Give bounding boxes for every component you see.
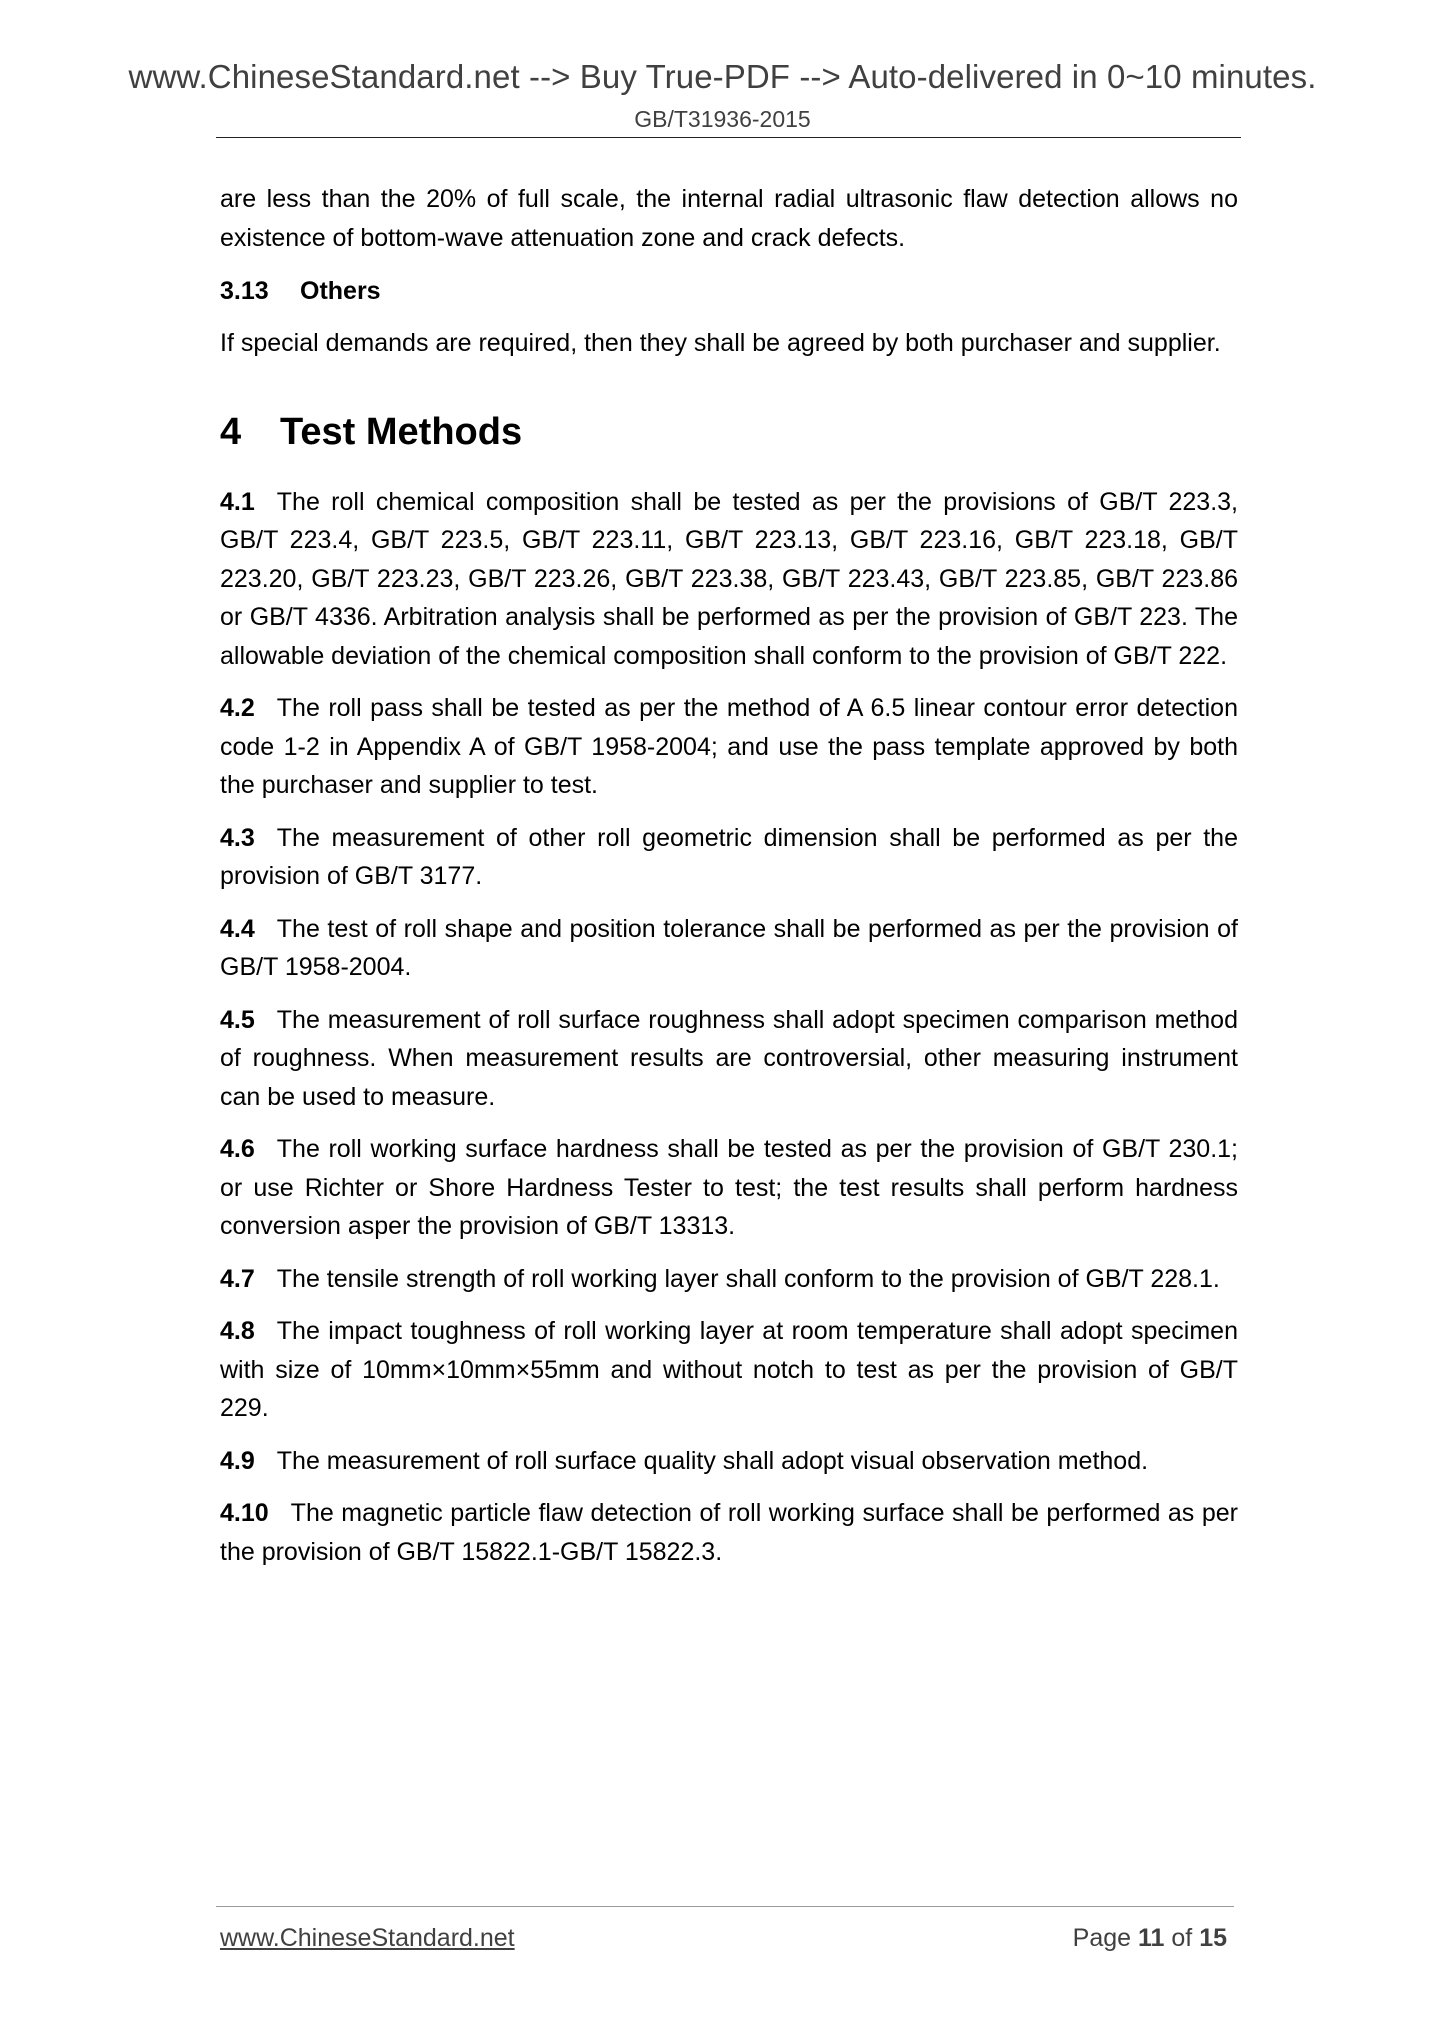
clause-4-6	[220, 1130, 1238, 1246]
clause-text: The tensile strength of roll working layer shall conform to the provision of GB/T 228.1.	[276, 1264, 1220, 1293]
clause-4-8	[220, 1312, 1238, 1428]
clause-text: The roll chemical composition shall be tested as per the provisions of GB/T 223.3, GB/T 223.4, GB/T 223.5, GB/T 223.11, GB/T 223.13, GB/T 223.16, GB/T 223.18, GB/T 223.20, GB/T 223.23, GB/T 223.26, GB/T 223.38, GB/T 223.43, GB/T 223.85, GB/T 223.86 or GB/T 4336. Arbitration analysis shall be performed as per the provision of GB/T 223. The allowable deviation of the chemical composition shall conform to the provision of GB/T 222.	[220, 487, 1238, 670]
page-of: of	[1171, 1924, 1193, 1952]
header-banner[interactable]: www.ChineseStandard.net --> Buy True-PDF --> Auto-delivered in 0~10 minutes.	[128, 58, 1317, 95]
footer-divider	[216, 1906, 1234, 1907]
standard-code: GB/T31936-2015	[634, 106, 811, 132]
clause-4-2	[220, 689, 1238, 805]
clause-4-9	[220, 1442, 1238, 1481]
clause-number: 4.8	[220, 1317, 255, 1345]
clause-4-1	[220, 483, 1238, 676]
header-divider	[216, 137, 1241, 138]
clause-number: 4.5	[220, 1005, 255, 1034]
clause-4-5	[220, 1001, 1238, 1117]
subsection-number: 3.13	[220, 277, 269, 305]
clause-4-10	[220, 1494, 1238, 1571]
clause-4-7	[220, 1260, 1238, 1299]
clause-number: 4.7	[220, 1264, 255, 1293]
clause-number: 4.4	[220, 914, 255, 943]
subsection-title: Others	[300, 277, 381, 305]
clause-text: The roll working surface hardness shall be tested as per the provision of GB/T 230.1; or use Richter or Shore Hardness Tester to test; the test results shall perform hardness conversion asper the provision of GB/T 13313.	[220, 1135, 1238, 1240]
clause-text: The measurement of roll surface quality shall adopt visual observation method.	[276, 1446, 1149, 1475]
clause-text: The measurement of other roll geometric dimension shall be performed as per the provision of GB/T 3177.	[220, 823, 1238, 890]
footer-website-link[interactable]: www.ChineseStandard.net	[220, 1924, 515, 1952]
clause-text: The roll pass shall be tested as per the method of A 6.5 linear contour error detection code 1-2 in Appendix A of GB/T 1958-2004; and use the pass template approved by both the purchaser and supplier to test.	[220, 694, 1238, 799]
clause-number: 4.1	[220, 487, 255, 516]
section-title: Test Methods	[280, 410, 523, 453]
clause-text: The measurement of roll surface roughness shall adopt specimen comparison method of roughness. When measurement results are controversial, other measuring instrument can be used to measure.	[220, 1005, 1238, 1111]
clause-text: The magnetic particle flaw detection of roll working surface shall be performed as per the provision of GB/T 15822.1-GB/T 15822.3.	[220, 1499, 1238, 1566]
clause-4-4	[220, 910, 1238, 987]
clause-4-3	[220, 819, 1238, 896]
page-body	[220, 180, 1238, 1571]
continuation-paragraph: are less than the 20% of full scale, the internal radial ultrasonic flaw detection allows no existence of bottom-wave attenuation zone and crack defects.	[220, 185, 1238, 252]
clause-number: 4.6	[220, 1135, 255, 1163]
page-total: 15	[1199, 1924, 1227, 1952]
page-prefix: Page	[1072, 1924, 1132, 1952]
page-number	[1073, 1924, 1227, 1953]
page-current: 11	[1137, 1924, 1165, 1952]
clause-number: 4.10	[220, 1499, 269, 1527]
section-heading-4	[220, 407, 1238, 457]
clause-number: 4.3	[220, 823, 255, 852]
clause-text: The test of roll shape and position tolerance shall be performed as per the provision of GB/T 1958-2004.	[220, 914, 1238, 981]
clause-number: 4.9	[220, 1446, 255, 1475]
section-number: 4	[220, 410, 242, 453]
subsection-paragraph: If special demands are required, then they shall be agreed by both purchaser and supplier.	[220, 329, 1221, 357]
clause-text: The impact toughness of roll working layer at room temperature shall adopt specimen with size of 10mm×10mm×55mm and without notch to test as per the provision of GB/T 229.	[220, 1317, 1238, 1422]
subsection-heading-3-13	[220, 272, 1238, 310]
clause-number: 4.2	[220, 694, 255, 722]
